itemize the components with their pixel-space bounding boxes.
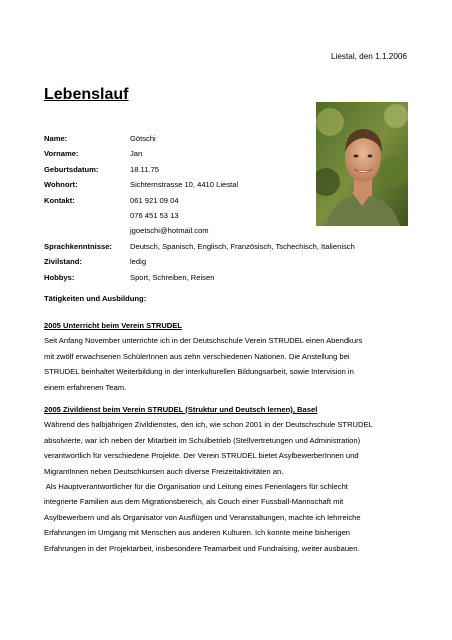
document-date: Liestal, den 1.1.2006 bbox=[330, 52, 407, 61]
info-label: Zivilstand: bbox=[44, 257, 82, 267]
entry-line: verantwortlich für verschiedene Projekte. Der Verein STRUDEL bietet AsylbewerberInnen und bbox=[44, 451, 359, 461]
entry-heading: 2005 Unterricht beim Verein STRUDEL bbox=[44, 321, 182, 330]
personal-info bbox=[44, 131, 355, 285]
info-value: jgoetschi@hotmail.com bbox=[130, 226, 209, 236]
info-value: Sport, Schreiben, Reisen bbox=[130, 272, 215, 282]
entry-line: absolvierte, war ich neben der Mitarbeit im Schulbetrieb (Stellvertretungen und Administration) bbox=[44, 435, 361, 445]
info-label: Wohnort: bbox=[44, 180, 78, 190]
entry-line: Asylbewerbern und als Organisator von Ausflügen und Veranstaltungen, machte ich lehrreiche bbox=[44, 512, 361, 522]
entry-line: mit zwölf erwachsenen SchülerInnen aus zehn verschiedenen Nationen. Die Anstellung bei bbox=[44, 351, 350, 361]
entry-line: MigrantInnen neben Deutschkursen auch diverse Freizeitaktivitäten an. bbox=[44, 466, 284, 476]
info-row bbox=[44, 162, 355, 177]
info-label bbox=[44, 208, 130, 223]
info-label: Hobbys: bbox=[44, 272, 75, 282]
info-row bbox=[44, 239, 355, 254]
entry-unterricht bbox=[44, 318, 414, 395]
info-row bbox=[44, 131, 355, 146]
info-row bbox=[44, 223, 355, 238]
entry-line: Während des halbjährigen Zivildienstes, den ich, wie schon 2001 in der Deutschschule STRUDEL bbox=[44, 420, 373, 430]
entry-line: Seit Anfang November unterrichte ich in der Deutschschule Verein STRUDEL einen Abendkurs bbox=[44, 336, 363, 346]
info-label: Sprachkenntnisse: bbox=[44, 241, 112, 251]
info-label bbox=[44, 223, 130, 238]
info-value: Deutsch, Spanisch, Englisch, Französisch, Tschechisch, Italienisch bbox=[130, 241, 355, 251]
entry-line: STRUDEL beinhaltet Weiterbildung in der interkulturellen Bildungsarbeit, sowie Intervision in bbox=[44, 367, 354, 377]
info-row bbox=[44, 146, 355, 161]
info-label: Name: bbox=[44, 134, 68, 143]
info-value: 18.11.75 bbox=[130, 164, 159, 174]
entry-line: integrierte Familien aus dem Migrationsbereich, als Couch einer Fussball-Mannschaft mit bbox=[44, 497, 344, 507]
page-title: Lebenslauf bbox=[44, 86, 129, 103]
entry-heading: 2005 Zivildienst beim Verein STRUDEL (Struktur und Deutsch lernen), Basel bbox=[44, 405, 318, 414]
info-value: Jan bbox=[130, 149, 143, 159]
info-value: 076 451 53 13 bbox=[130, 211, 179, 221]
info-row bbox=[44, 193, 355, 208]
entry-zivildienst bbox=[44, 402, 414, 556]
info-label: Kontakt: bbox=[44, 195, 75, 205]
info-value: ledig bbox=[130, 257, 147, 267]
entry-line: Erfahrungen in der Projektarbeit, insbesondere Teamarbeit und Fundraising, weiter ausbauen. bbox=[44, 543, 360, 553]
info-label: Geburtsdatum: bbox=[44, 164, 99, 174]
info-value: 061 921 09 04 bbox=[130, 195, 179, 205]
section-title: Tätigkeiten und Ausbildung: bbox=[44, 294, 147, 303]
info-row bbox=[44, 254, 355, 269]
entry-line: Als Hauptverantwortlicher für die Organisation und Leitung eines Ferienlagers für schlecht bbox=[44, 482, 348, 492]
info-value: Götschi bbox=[130, 134, 156, 143]
info-label: Vorname: bbox=[44, 149, 79, 159]
info-row bbox=[44, 177, 355, 192]
entry-line: Erfahrungen im Umgang mit Menschen aus anderen Kulturen. Ich konnte meine bisherigen bbox=[44, 528, 351, 538]
info-row bbox=[44, 208, 355, 223]
entry-line: einem erfahrenen Team. bbox=[44, 382, 127, 392]
info-row bbox=[44, 270, 355, 285]
info-value: Sichternstrasse 10, 4410 Liestal bbox=[130, 180, 239, 190]
